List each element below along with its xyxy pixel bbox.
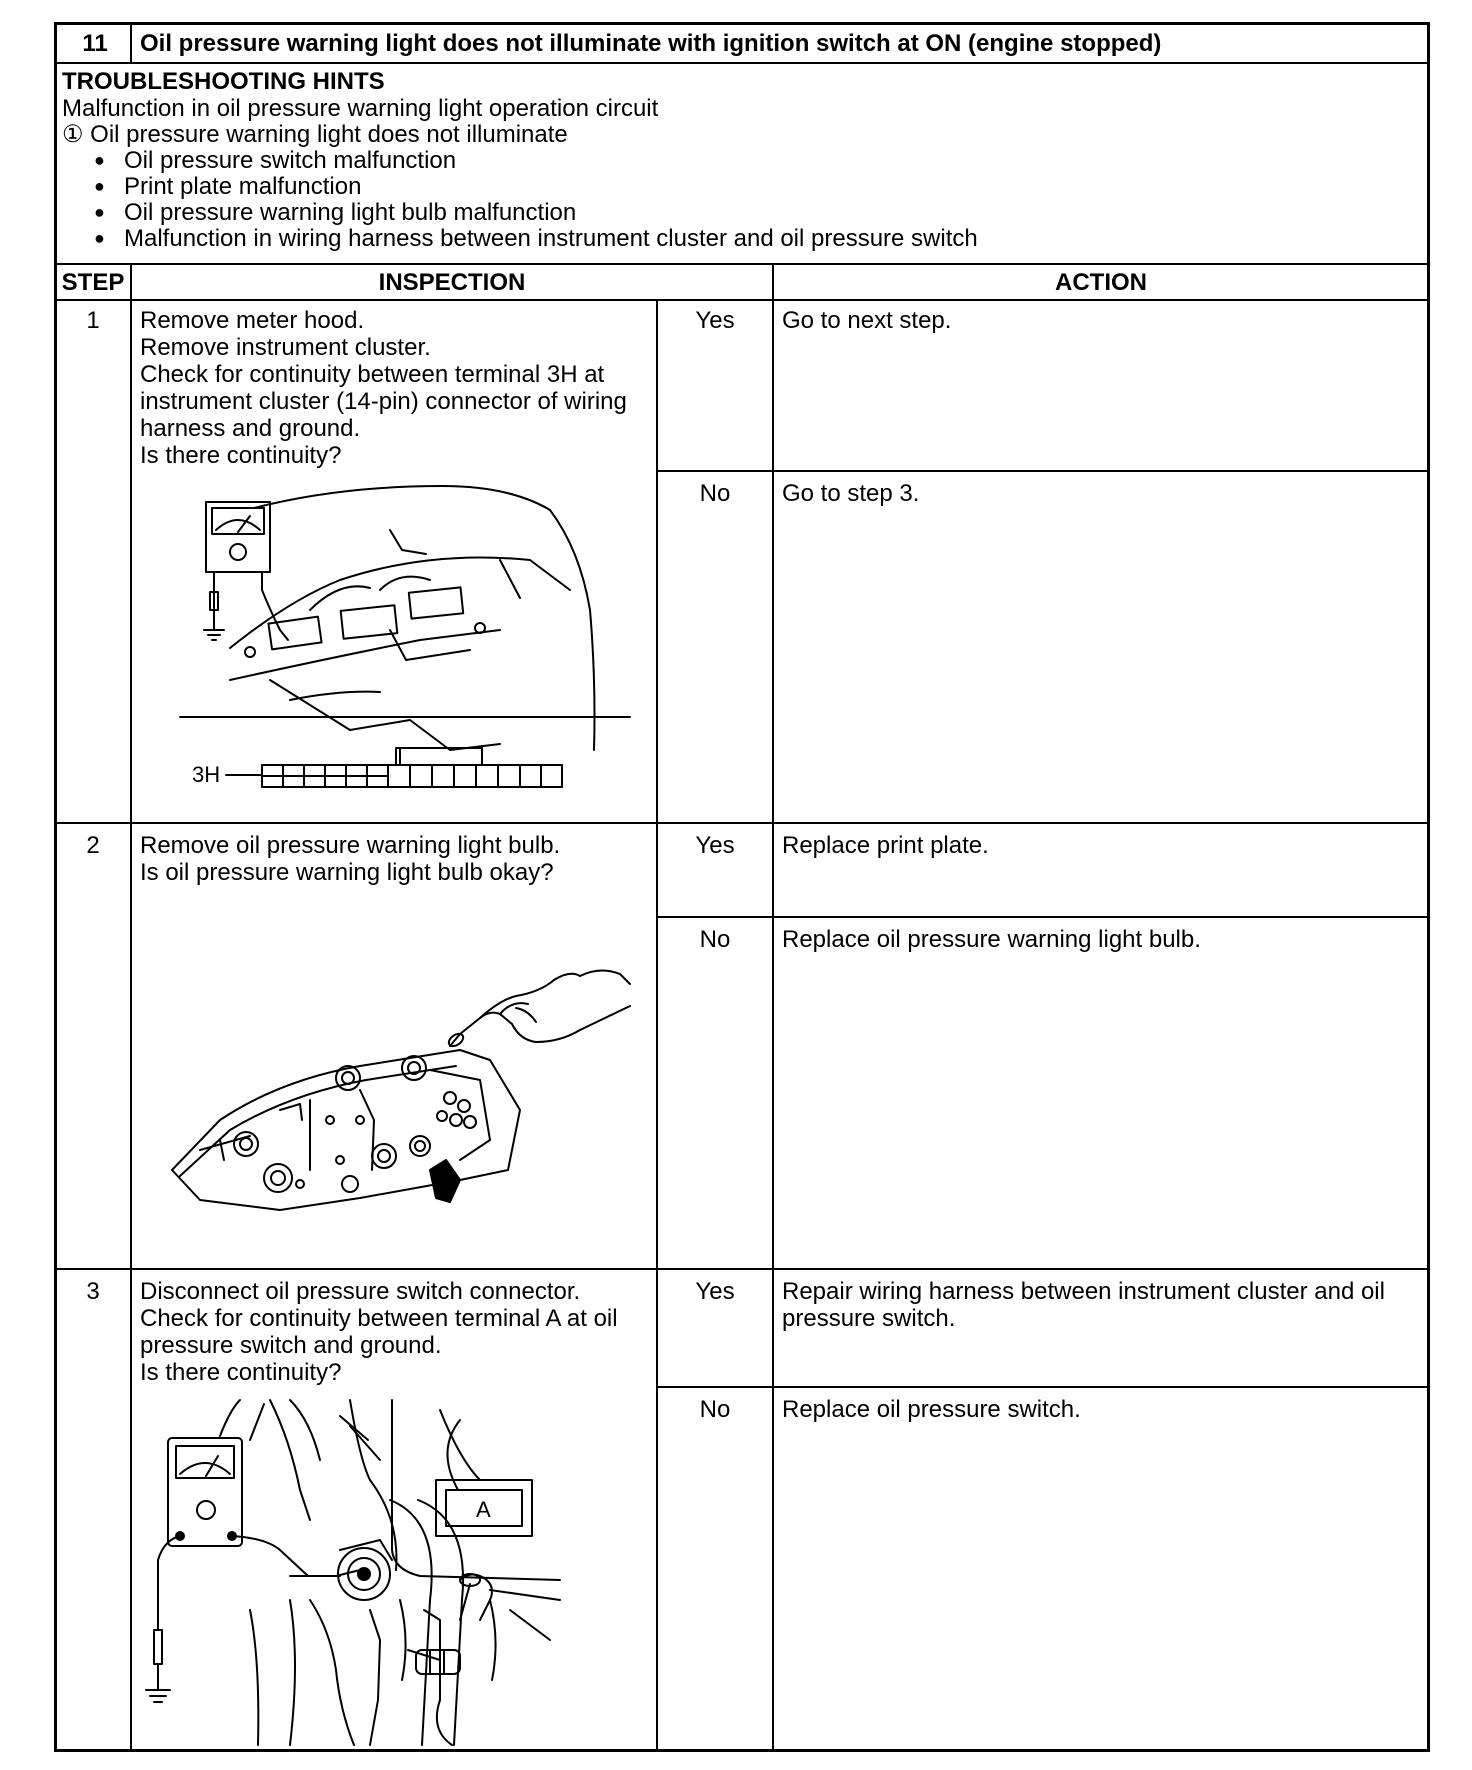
yes-label: Yes bbox=[695, 1278, 735, 1305]
inspection-line: harness and ground. bbox=[140, 415, 361, 442]
yes-action: Replace print plate. bbox=[782, 832, 989, 859]
divider bbox=[130, 263, 132, 1750]
divider bbox=[54, 299, 1430, 301]
step-3-inspection bbox=[140, 1278, 618, 1386]
divider bbox=[54, 62, 1430, 64]
yes-action: Go to next step. bbox=[782, 307, 952, 334]
no-action: Go to step 3. bbox=[782, 480, 920, 507]
problem-title: Oil pressure warning light does not illuminate with ignition switch at ON (engine stopped) bbox=[140, 30, 1162, 57]
inspection-line: Is there continuity? bbox=[140, 442, 342, 469]
inspection-line: pressure switch and ground. bbox=[140, 1332, 442, 1359]
divider bbox=[54, 822, 1430, 824]
terminal-a-label: A bbox=[476, 1497, 491, 1522]
hints-line-1: Malfunction in oil pressure warning light operation circuit bbox=[62, 95, 659, 122]
no-label: No bbox=[699, 926, 731, 953]
no-action: Replace oil pressure warning light bulb. bbox=[782, 926, 1201, 953]
inspection-line: Remove meter hood. bbox=[140, 307, 365, 334]
divider bbox=[656, 916, 1430, 918]
divider bbox=[772, 299, 774, 1750]
list-item: ● Print plate malfunction bbox=[86, 173, 978, 199]
yes-label: Yes bbox=[695, 832, 735, 859]
column-header-inspection: INSPECTION bbox=[378, 269, 526, 296]
column-header-action: ACTION bbox=[1055, 269, 1147, 296]
list-item: ● Malfunction in wiring harness between instrument cluster and oil pressure switch bbox=[86, 225, 978, 251]
column-header-step: STEP bbox=[61, 269, 125, 296]
divider bbox=[656, 470, 1430, 472]
divider bbox=[130, 22, 132, 63]
no-label: No bbox=[699, 480, 731, 507]
step-number: 1 bbox=[86, 307, 100, 334]
step-2-inspection bbox=[140, 832, 560, 886]
divider bbox=[54, 263, 1430, 265]
action-line: Repair wiring harness between instrument cluster and oil bbox=[782, 1278, 1385, 1305]
step-1-illustration bbox=[170, 480, 640, 810]
inspection-line: Remove oil pressure warning light bulb. bbox=[140, 832, 561, 859]
inspection-line: Check for continuity between terminal A at oil bbox=[140, 1305, 618, 1332]
list-item: ● Oil pressure warning light bulb malfunction bbox=[86, 199, 978, 225]
yes-action bbox=[782, 1278, 1385, 1332]
step-number: 2 bbox=[86, 832, 100, 859]
action-line: pressure switch. bbox=[782, 1305, 956, 1332]
no-label: No bbox=[699, 1396, 731, 1423]
divider bbox=[772, 263, 774, 300]
inspection-line: instrument cluster (14-pin) connector of wiring bbox=[140, 388, 627, 415]
inspection-line: Is there continuity? bbox=[140, 1359, 342, 1386]
step-number: 3 bbox=[86, 1278, 100, 1305]
problem-number: 11 bbox=[82, 30, 108, 57]
inspection-line: Is oil pressure warning light bulb okay? bbox=[140, 859, 554, 886]
terminal-3h-label: 3H bbox=[192, 762, 221, 787]
hints-line-2: ① Oil pressure warning light does not illuminate bbox=[62, 121, 568, 148]
divider bbox=[656, 1386, 1430, 1388]
hints-bullet-list bbox=[86, 147, 978, 251]
inspection-line: Remove instrument cluster. bbox=[140, 334, 431, 361]
step-1-inspection bbox=[140, 307, 627, 469]
hints-heading: TROUBLESHOOTING HINTS bbox=[62, 68, 385, 95]
divider bbox=[656, 299, 658, 1750]
no-action: Replace oil pressure switch. bbox=[782, 1396, 1081, 1423]
step-2-illustration bbox=[160, 970, 640, 1230]
inspection-line: Disconnect oil pressure switch connector. bbox=[140, 1278, 581, 1305]
yes-label: Yes bbox=[695, 307, 735, 334]
list-item: ● Oil pressure switch malfunction bbox=[86, 147, 978, 173]
step-3-illustration bbox=[140, 1400, 640, 1745]
divider bbox=[54, 1268, 1430, 1270]
inspection-line: Check for continuity between terminal 3H at bbox=[140, 361, 605, 388]
